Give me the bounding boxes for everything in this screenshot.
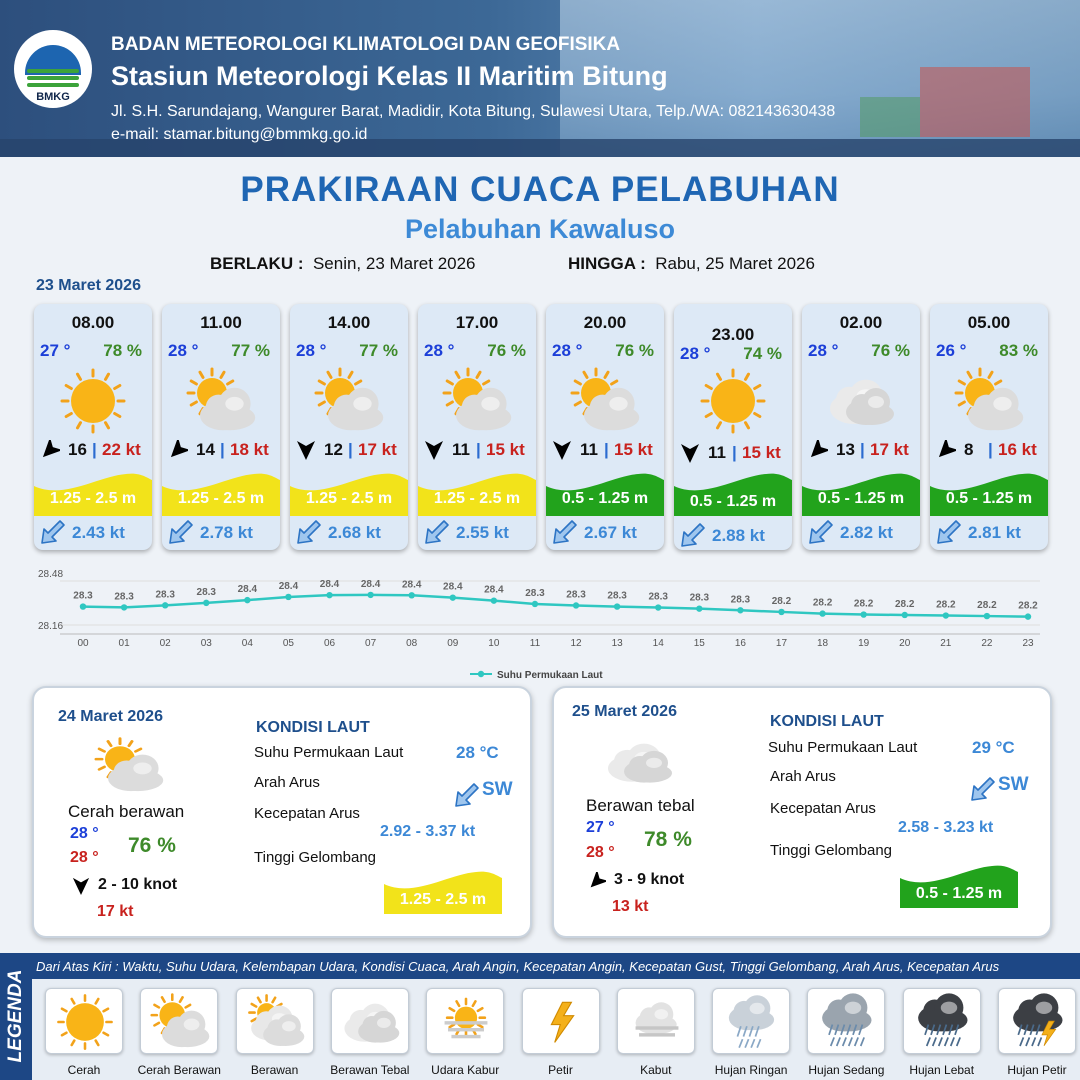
chart-xtick-label: 20 (899, 638, 911, 649)
wave-height: 1.25 - 2.5 m (305, 490, 393, 507)
chart-xtick-label: 15 (693, 638, 705, 649)
wind-direction-icon (40, 440, 60, 460)
air-temp: 26 ° (936, 341, 967, 360)
chart-point (614, 603, 620, 609)
cerah-berawan-icon (442, 366, 512, 436)
day1-date: 23 Maret 2026 (36, 277, 141, 294)
chart-point (778, 609, 784, 615)
chart-xtick-label: 21 (940, 638, 952, 649)
wind-speed: 11 (708, 443, 726, 462)
legend-item-label: Hujan Ringan (714, 1063, 788, 1077)
current-direction-icon (454, 782, 480, 808)
legend-title: LEGENDA (5, 969, 26, 1063)
chart-point (902, 612, 908, 618)
hujan-petir-icon (1008, 992, 1068, 1052)
wind-speed: 8 (964, 440, 974, 459)
air-temp: 28 ° (552, 341, 583, 360)
wind-direction-icon (936, 440, 956, 460)
wind-separator: | (988, 440, 993, 459)
current-dir-value: SW (998, 774, 1029, 795)
chart-xtick-label: 16 (734, 638, 746, 649)
cerah-berawan-icon (314, 366, 384, 436)
chart-xtick-label: 06 (323, 638, 336, 649)
wave-height-value: 1.25 - 2.5 m (399, 891, 487, 908)
chart-xtick-label: 08 (406, 638, 418, 649)
chart-data-label: 28.3 (566, 589, 586, 601)
legend-item (45, 988, 123, 1054)
hourly-card (162, 304, 280, 550)
chart-point (80, 603, 86, 609)
current-direction-icon (424, 519, 450, 545)
wave-height: 0.5 - 1.25 m (561, 490, 649, 507)
chart-point (285, 594, 291, 600)
current-direction-icon (296, 519, 322, 545)
humidity: 78 % (103, 341, 142, 360)
sst-label: Suhu Permukaan Laut (768, 739, 918, 756)
wave-height: 0.5 - 1.25 m (945, 490, 1033, 507)
hourly-card (930, 304, 1048, 550)
current-dir-value: SW (482, 779, 513, 800)
day-wind-gust: 13 kt (612, 898, 649, 915)
chart-point (737, 607, 743, 613)
chart-xtick-label: 23 (1022, 638, 1034, 649)
forecast-time: 20.00 (583, 313, 627, 332)
legend-item-label: Cerah (67, 1063, 101, 1077)
cerah-berawan-icon (186, 366, 256, 436)
chart-point (984, 613, 990, 619)
current-info (424, 518, 530, 546)
current-speed: 2.78 kt (200, 523, 253, 542)
wind-separator: | (348, 440, 353, 459)
chart-point (121, 604, 127, 610)
day-wind-range: 3 - 9 knot (614, 871, 685, 888)
wave-height: 1.25 - 2.5 m (49, 490, 137, 507)
chart-data-label: 28.2 (1018, 600, 1038, 612)
udara-kabur-icon (436, 992, 496, 1052)
chart-data-label: 28.3 (607, 590, 627, 602)
wind-gust: 22 kt (102, 440, 141, 459)
current-speed: 2.88 kt (712, 526, 765, 545)
current-speed-value: 2.92 - 3.37 kt (380, 823, 476, 840)
current-speed: 2.67 kt (584, 523, 637, 542)
wave-height: 0.5 - 1.25 m (689, 493, 777, 510)
humidity: 83 % (999, 341, 1038, 360)
chart-point (408, 592, 414, 598)
day-condition: Berawan tebal (586, 796, 695, 815)
chart-legend-marker (478, 671, 484, 677)
wind-separator: | (604, 440, 609, 459)
chart-point (943, 612, 949, 618)
valid-from-label: BERLAKU : (210, 254, 304, 273)
wind-gust: 15 kt (742, 443, 781, 462)
chart-data-label: 28.2 (895, 598, 915, 610)
current-direction-icon (970, 776, 996, 802)
kabut-icon (627, 992, 687, 1052)
valid-to-label: HINGGA : (568, 254, 646, 273)
chart-xtick-label: 05 (282, 638, 294, 649)
station-address: Jl. S.H. Sarundajang, Wangurer Barat, Madidir, Kota Bitung, Sulawesi Utara, Telp./WA: 082143630438 (111, 103, 836, 120)
chart-data-label: 28.2 (771, 595, 792, 607)
legend-item (236, 988, 314, 1054)
sst-value: 29 °C (972, 738, 1015, 757)
wind-direction-icon (296, 440, 316, 460)
wind-separator: | (220, 440, 225, 459)
wind-speed: 11 (452, 440, 470, 459)
chart-xtick-label: 09 (447, 638, 459, 649)
legend-item (617, 988, 695, 1054)
chart-point (819, 610, 825, 616)
day-box-25 (552, 686, 1052, 938)
chart-data-label: 28.2 (936, 599, 956, 611)
chart-data-label: 28.3 (689, 592, 710, 604)
wind-speed: 11 (580, 440, 598, 459)
humidity: 76 % (871, 341, 910, 360)
chart-xtick-label: 13 (611, 638, 623, 649)
legend-item (807, 988, 885, 1054)
legend-item-label: Hujan Petir (1007, 1063, 1067, 1077)
sea-temp-chart (30, 562, 1050, 687)
hourly-card (418, 304, 536, 550)
current-direction-icon (552, 519, 578, 545)
current-speed: 2.81 kt (968, 523, 1021, 542)
chart-xtick-label: 17 (775, 638, 788, 649)
wind-direction-icon (808, 440, 828, 460)
current-info (936, 518, 1042, 546)
current-speed: 2.55 kt (456, 523, 509, 542)
sea-condition-title: KONDISI LAUT (770, 713, 884, 730)
wind-speed: 16 (68, 440, 87, 459)
berawan-tebal-icon (604, 732, 674, 792)
sst-label: Suhu Permukaan Laut (254, 744, 404, 761)
cerah-berawan-icon (954, 366, 1024, 436)
chart-data-label: 28.4 (319, 579, 340, 591)
current-info (680, 521, 786, 549)
current-speed: 2.68 kt (328, 523, 381, 542)
hourly-card (802, 304, 920, 550)
chart-data-label: 28.4 (484, 584, 504, 596)
legend (0, 953, 1080, 1080)
forecast-time: 08.00 (71, 313, 115, 332)
chart-point (655, 604, 661, 610)
cerah-icon (55, 992, 115, 1052)
chart-xtick-label: 19 (858, 638, 870, 649)
berawan-icon (246, 992, 306, 1052)
berawan-tebal-icon (341, 992, 401, 1052)
forecast-time: 02.00 (839, 313, 883, 332)
chart-point (162, 602, 168, 608)
station-name: Stasiun Meteorologi Kelas II Maritim Bitung (111, 61, 668, 91)
valid-from (210, 254, 476, 274)
legend-item-label: Cerah Berawan (137, 1063, 221, 1077)
wind-separator: | (732, 443, 737, 462)
day-date: 25 Maret 2026 (572, 703, 677, 720)
current-info (168, 518, 274, 546)
valid-to (568, 254, 815, 274)
wave-height: 1.25 - 2.5 m (177, 490, 265, 507)
chart-point (244, 597, 250, 603)
chart-xtick-label: 00 (77, 638, 89, 649)
current-dir-label: Arah Arus (770, 768, 836, 785)
legend-item-label: Berawan Tebal (330, 1063, 410, 1077)
humidity: 74 % (743, 344, 782, 363)
chart-data-label: 28.3 (648, 591, 668, 603)
legend-item (331, 988, 409, 1054)
cerah-berawan-icon (94, 736, 164, 796)
day-humidity: 78 % (644, 828, 692, 851)
petir-icon (532, 992, 592, 1052)
legend-body (32, 953, 1080, 1080)
current-speed: 2.82 kt (840, 523, 893, 542)
port-name: Pelabuhan Kawaluso (404, 214, 676, 244)
chart-point (696, 605, 702, 611)
chart-xtick-label: 12 (570, 638, 582, 649)
day-temp-min: 28 ° (70, 825, 99, 842)
current-direction-icon (936, 519, 962, 545)
header-banner (0, 0, 1080, 157)
chart-point (491, 597, 497, 603)
chart-data-label: 28.4 (360, 578, 381, 590)
sea-condition-title: KONDISI LAUT (256, 719, 370, 736)
air-temp: 28 ° (424, 341, 455, 360)
day-condition: Cerah berawan (68, 802, 185, 821)
wave-height-value: 0.5 - 1.25 m (915, 885, 1003, 902)
day-humidity: 76 % (128, 834, 176, 857)
chart-legend-label: Suhu Permukaan Laut (497, 670, 603, 681)
chart-point (860, 611, 866, 617)
wind-direction-icon (552, 440, 572, 460)
wind-speed: 13 (836, 440, 855, 459)
bmkg-logo (14, 30, 92, 108)
banner-container-stack (860, 97, 920, 137)
day-temp-max: 28 ° (70, 849, 99, 866)
cerah-icon (698, 366, 768, 436)
air-temp: 27 ° (40, 341, 71, 360)
day-wind-range: 2 - 10 knot (98, 876, 178, 893)
chart-xtick-label: 22 (981, 638, 993, 649)
day-temp-min: 27 ° (586, 819, 615, 836)
chart-xtick-label: 14 (652, 638, 664, 649)
chart-ytick-label: 28.16 (38, 621, 64, 632)
current-speed-value: 2.58 - 3.23 kt (898, 819, 994, 836)
chart-data-label: 28.3 (114, 591, 134, 603)
chart-data-label: 28.3 (73, 590, 93, 602)
cerah-icon (58, 366, 128, 436)
wind-gust: 16 kt (998, 440, 1037, 459)
wave-label: Tinggi Gelombang (254, 849, 377, 866)
legend-item-label: Hujan Sedang (808, 1063, 885, 1077)
legend-description: Dari Atas Kiri : Waktu, Suhu Udara, Kelembapan Udara, Kondisi Cuaca, Arah Angin, Kecepatan Angin, Kecepatan Gust, Tinggi Gelombang, Arah Arus, Kecepatan Arus (36, 959, 1000, 974)
wind-gust: 17 kt (870, 440, 909, 459)
forecast-time: 23.00 (711, 325, 755, 344)
wind-separator: | (476, 440, 481, 459)
wind-direction-icon (72, 877, 90, 895)
wind-gust: 18 kt (230, 440, 269, 459)
legend-item (426, 988, 504, 1054)
chart-xtick-label: 18 (817, 638, 829, 649)
wave-height: 0.5 - 1.25 m (817, 490, 905, 507)
wind-speed: 12 (324, 440, 343, 459)
station-email: e-mail: stamar.bitung@bmmkg.go.id (111, 126, 368, 143)
current-speed-label: Kecepatan Arus (254, 805, 360, 822)
chart-xtick-label: 03 (200, 638, 212, 649)
chart-data-label: 28.3 (730, 594, 751, 606)
chart-point (203, 600, 209, 606)
valid-to-value: Rabu, 25 Maret 2026 (655, 254, 815, 273)
humidity: 77 % (231, 341, 270, 360)
logo-wave (27, 76, 79, 80)
chart-data-label: 28.4 (278, 580, 299, 592)
logo-text: BMKG (36, 91, 70, 103)
air-temp: 28 ° (680, 344, 711, 363)
legend-item-label: Hujan Lebat (909, 1063, 975, 1077)
chart-point (326, 592, 332, 598)
cerah-berawan-icon (570, 366, 640, 436)
banner-container-stack (920, 67, 1030, 137)
wind-speed: 14 (196, 440, 215, 459)
forecast-time: 14.00 (327, 313, 371, 332)
wind-gust: 15 kt (486, 440, 525, 459)
hourly-card (34, 304, 152, 550)
wind-direction-icon (680, 443, 700, 463)
day-temp-max: 28 ° (586, 844, 615, 861)
legend-item-label: Petir (548, 1063, 573, 1077)
air-temp: 28 ° (296, 341, 327, 360)
day-date: 24 Maret 2026 (58, 708, 163, 725)
day-wind-gust: 17 kt (97, 903, 134, 920)
legend-item (998, 988, 1076, 1054)
berawan-tebal-icon (826, 366, 896, 436)
forecast-time: 11.00 (200, 313, 242, 332)
chart-xtick-label: 01 (118, 638, 130, 649)
wind-separator: | (860, 440, 865, 459)
legend-item (712, 988, 790, 1054)
legend-item (522, 988, 600, 1054)
chart-xtick-label: 07 (365, 638, 377, 649)
humidity: 76 % (487, 341, 526, 360)
legend-item-label: Udara Kabur (431, 1063, 500, 1077)
hourly-card (674, 304, 792, 550)
wind-separator: | (92, 440, 97, 459)
chart-point (450, 594, 456, 600)
chart-data-label: 28.4 (237, 584, 258, 596)
air-temp: 28 ° (168, 341, 199, 360)
page-title: PRAKIRAAN CUACA PELABUHAN (240, 170, 840, 209)
legend-strip (32, 953, 1080, 979)
current-speed: 2.43 kt (72, 523, 125, 542)
current-direction-icon (808, 519, 834, 545)
logo-wave (27, 83, 79, 87)
chart-point (1025, 613, 1031, 619)
hourly-card (290, 304, 408, 550)
chart-point (532, 601, 538, 607)
valid-from-value: Senin, 23 Maret 2026 (312, 254, 476, 273)
wave-height: 1.25 - 2.5 m (433, 490, 521, 507)
chart-data-label: 28.4 (443, 581, 463, 593)
chart-data-label: 28.2 (977, 600, 997, 612)
chart-xtick-label: 10 (488, 638, 500, 649)
current-speed-label: Kecepatan Arus (770, 800, 876, 817)
current-info (296, 518, 402, 546)
day-box-24 (32, 686, 532, 938)
hujan-sedang-icon (817, 992, 877, 1052)
current-direction-icon (40, 519, 66, 545)
chart-data-label: 28.3 (525, 587, 545, 599)
legend-item (903, 988, 981, 1054)
forecast-time: 05.00 (967, 313, 1011, 332)
current-info (552, 518, 658, 546)
logo-wave (27, 69, 79, 73)
air-temp: 28 ° (808, 341, 839, 360)
chart-data-label: 28.2 (853, 598, 874, 610)
current-info (40, 518, 146, 546)
chart-data-label: 28.3 (196, 586, 216, 598)
sst-value: 28 °C (456, 743, 499, 762)
hujan-lebat-icon (913, 992, 973, 1052)
chart-ytick-label: 28.48 (38, 569, 64, 580)
current-info (808, 518, 914, 546)
chart-xtick-label: 11 (529, 638, 541, 649)
wind-direction-icon (588, 872, 606, 890)
wind-gust: 17 kt (358, 440, 397, 459)
chart-data-label: 28.3 (155, 589, 175, 601)
org-name: BADAN METEOROLOGI KLIMATOLOGI DAN GEOFISIKA (111, 34, 621, 55)
chart-point (367, 592, 373, 598)
legend-item-label: Kabut (640, 1063, 672, 1077)
wind-gust: 15 kt (614, 440, 653, 459)
legend-item (140, 988, 218, 1054)
humidity: 77 % (359, 341, 398, 360)
current-dir-label: Arah Arus (254, 774, 320, 791)
cerah-berawan-icon (150, 992, 210, 1052)
current-direction-icon (168, 519, 194, 545)
legend-item-label: Berawan (250, 1063, 299, 1077)
wind-direction-icon (424, 440, 444, 460)
humidity: 76 % (615, 341, 654, 360)
forecast-time: 17.00 (455, 313, 499, 332)
chart-xtick-label: 04 (241, 638, 253, 649)
hourly-card (546, 304, 664, 550)
chart-data-label: 28.4 (401, 579, 422, 591)
chart-data-label: 28.2 (812, 597, 833, 609)
legend-side-tab (0, 953, 32, 1080)
wind-direction-icon (168, 440, 188, 460)
current-direction-icon (680, 522, 706, 548)
chart-xtick-label: 02 (159, 638, 171, 649)
chart-point (573, 602, 579, 608)
wave-label: Tinggi Gelombang (770, 842, 893, 859)
hujan-ringan-icon (722, 992, 782, 1052)
